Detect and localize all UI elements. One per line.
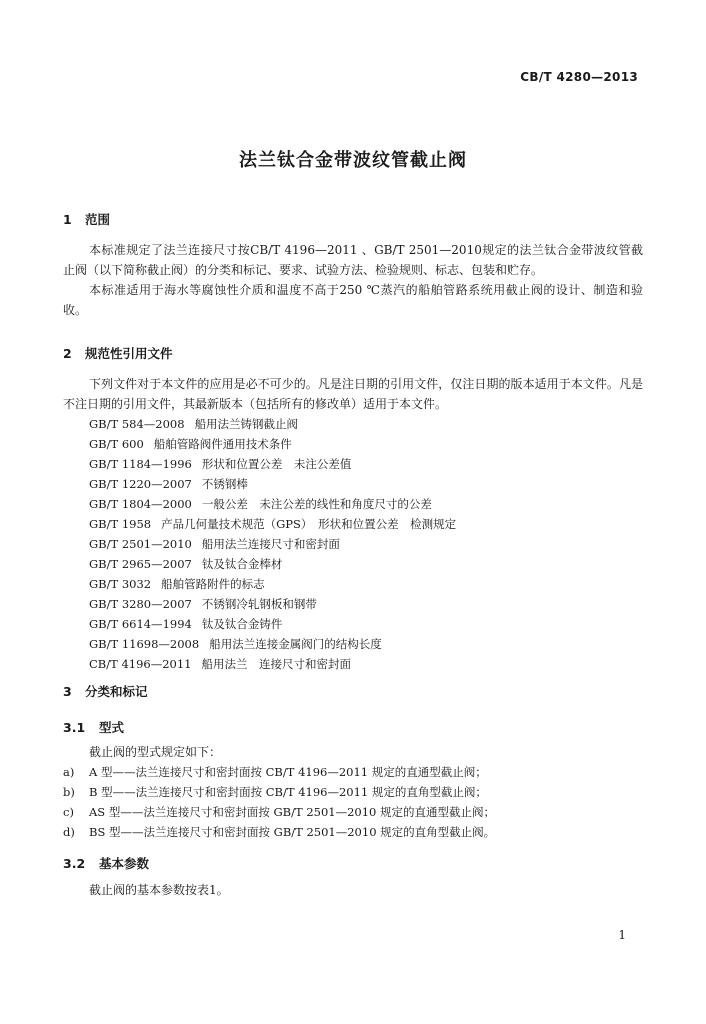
section-title: 范围	[85, 212, 111, 227]
ref-name: 一般公差 未注公差的线性和角度尺寸的公差	[201, 497, 432, 511]
section-number: 2	[63, 346, 72, 361]
ref-name: 不锈钢棒	[201, 477, 248, 491]
section-3-heading	[63, 682, 148, 700]
list-item	[89, 514, 456, 534]
list-item	[89, 454, 456, 474]
item-marker: b)	[63, 785, 75, 799]
ref-code: GB/T 1184—1996	[89, 457, 192, 471]
list-item	[89, 574, 456, 594]
section-number: 3.1	[63, 720, 86, 735]
type-list	[63, 762, 496, 842]
ref-name: 船用法兰铸钢截止阀	[194, 417, 299, 431]
ref-code: GB/T 1804—2000	[89, 497, 192, 511]
ref-code: GB/T 3032	[89, 577, 152, 591]
ref-code: GB/T 6614—1994	[89, 617, 192, 631]
item-marker: d)	[63, 825, 75, 839]
section-3-2-heading	[63, 854, 149, 872]
item-text: AS 型——法兰连接尺寸和密封面按 GB/T 2501—2010 规定的直通型截止阀；	[89, 805, 496, 819]
ref-name: 船用法兰连接尺寸和密封面	[201, 537, 340, 551]
list-item	[63, 782, 495, 802]
section-2-intro: 下列文件对于本文件的应用是必不可少的。凡是注日期的引用文件，仅注日期的版本适用于本文件。凡是不注日期的引用文件，其最新版本（包括所有的修改单）适用于本文件。	[63, 377, 643, 411]
ref-code: GB/T 600	[89, 437, 144, 451]
section-title: 基本参数	[99, 856, 150, 871]
ref-name: 船舶管路阀件通用技术条件	[153, 437, 292, 451]
list-item	[89, 594, 456, 614]
list-item	[63, 762, 495, 782]
section-3-1-heading	[63, 718, 124, 736]
ref-name: 不锈钢冷轧钢板和钢带	[201, 597, 317, 611]
list-item	[89, 534, 456, 554]
section-number: 3.2	[63, 856, 86, 871]
item-marker: a)	[63, 765, 75, 779]
ref-name: 产品几何量技术规范（GPS） 形状和位置公差 检测规定	[161, 517, 457, 531]
section-3-1-intro: 截止阀的型式规定如下：	[89, 745, 222, 759]
list-item	[89, 434, 456, 454]
list-item	[63, 822, 496, 842]
section-3-2-text: 截止阀的基本参数按表1。	[89, 883, 229, 897]
ref-code: GB/T 584—2008	[89, 417, 185, 431]
item-text: BS 型——法兰连接尺寸和密封面按 GB/T 2501—2010 规定的直角型截止阀。	[89, 825, 496, 839]
ref-code: GB/T 2501—2010	[89, 537, 192, 551]
ref-code: CB/T 4196—2011	[89, 657, 192, 671]
section-title: 规范性引用文件	[85, 346, 173, 361]
section-1-paragraph-1: 本标准规定了法兰连接尺寸按CB/T 4196—2011 、GB/T 2501—2010规定的法兰钛合金带波纹管截止阀（以下简称截止阀）的分类和标记、要求、试验方法、检验规则、标志、包装和贮存。	[63, 243, 643, 277]
list-item	[89, 474, 456, 494]
ref-name: 船舶管路附件的标志	[161, 577, 265, 591]
list-item	[89, 414, 456, 434]
section-title: 型式	[99, 720, 125, 735]
item-text: A 型——法兰连接尺寸和密封面按 CB/T 4196—2011 规定的直通型截止阀；	[89, 765, 487, 779]
reference-list	[89, 414, 456, 674]
ref-name: 船用法兰连接金属阀门的结构长度	[209, 637, 382, 651]
list-item	[89, 654, 456, 674]
ref-code: GB/T 11698—2008	[89, 637, 200, 651]
ref-code: GB/T 1220—2007	[89, 477, 192, 491]
document-title: 法兰钛合金带波纹管截止阀	[239, 150, 467, 171]
ref-code: GB/T 2965—2007	[89, 557, 192, 571]
list-item	[89, 634, 456, 654]
section-title: 分类和标记	[85, 684, 148, 699]
standard-code: CB/T 4280—2013	[520, 70, 638, 84]
section-number: 3	[63, 684, 72, 699]
section-1-heading	[63, 210, 110, 228]
ref-name: 钛及钛合金棒材	[201, 557, 283, 571]
list-item	[89, 494, 456, 514]
ref-code: GB/T 3280—2007	[89, 597, 192, 611]
ref-code: GB/T 1958	[89, 517, 152, 531]
ref-name: 形状和位置公差 未注公差值	[201, 457, 352, 471]
list-item	[89, 614, 456, 634]
page-number: 1	[618, 928, 626, 942]
section-1-paragraph-2: 本标准适用于海水等腐蚀性介质和温度不高于250 ℃蒸汽的船舶管路系统用截止阀的设计、制造和验收。	[63, 283, 643, 317]
item-marker: c)	[63, 805, 74, 819]
item-text: B 型——法兰连接尺寸和密封面按 CB/T 4196—2011 规定的直角型截止阀；	[89, 785, 487, 799]
list-item	[63, 802, 496, 822]
section-2-heading	[63, 344, 173, 362]
list-item	[89, 554, 456, 574]
ref-name: 船用法兰 连接尺寸和密封面	[201, 657, 351, 671]
ref-name: 钛及钛合金铸件	[201, 617, 283, 631]
section-number: 1	[63, 212, 72, 227]
